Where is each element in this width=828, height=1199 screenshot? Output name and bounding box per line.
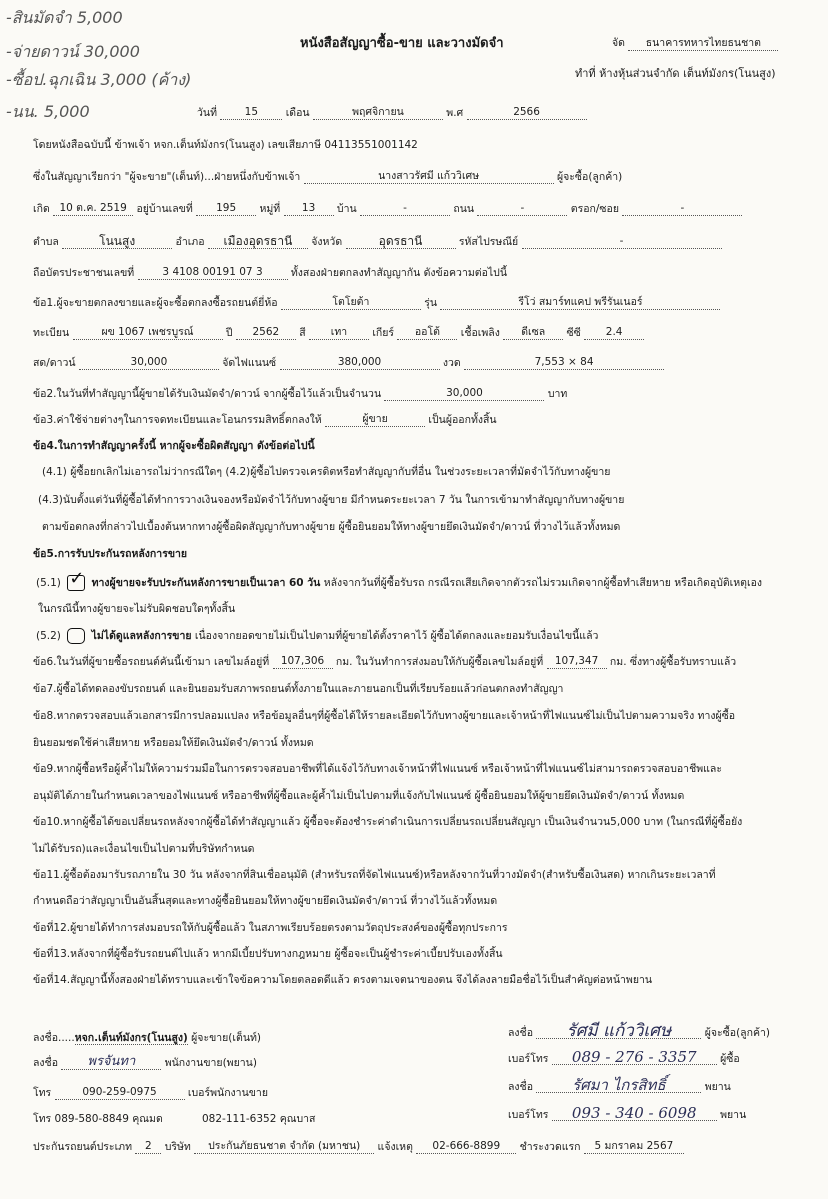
note-down-payment: -จ่ายดาวน์ 30,000 xyxy=(6,42,140,61)
seller-signature-line xyxy=(33,1031,261,1045)
buyer-tel-role: ผู้ซื้อ xyxy=(720,1053,740,1065)
intro-line-2 xyxy=(33,170,622,184)
option-5-2-num: (5.2) xyxy=(36,630,61,642)
insurance-label: ประกันรถยนต์ประเภท xyxy=(33,1141,133,1153)
contact-right: 082-111-6352 คุณบาส xyxy=(202,1113,316,1125)
staff-signature: พรจันทา xyxy=(61,1056,161,1070)
document-title: หนังสือสัญญาซื้อ-ขาย และวางมัดจำ xyxy=(300,36,504,51)
car-year-label: ปี xyxy=(225,327,233,339)
staff-role: พนักงานขาย(พยาน) xyxy=(164,1057,257,1069)
clause-5-1 xyxy=(36,568,763,591)
clause-1-line-3 xyxy=(33,356,664,370)
clause-3-text: ข้อ3.ค่าใช้จ่ายต่างๆในการจดทะเบียนและโอนกรรมสิทธิ์ตกลงให้ xyxy=(33,414,322,426)
born-value: 10 ต.ค. 2519 xyxy=(53,202,133,216)
postcode-label: รหัสไปรษณีย์ xyxy=(458,236,519,248)
seller-role: ผู้จะขาย(เต็นท์) xyxy=(191,1032,262,1044)
clause-5-heading: ข้อ5.การรับประกันรถหลังการขาย xyxy=(33,548,188,560)
day-label: วันที่ xyxy=(197,107,217,119)
witness-signature: รัศมา ไกรสิทธิ์ xyxy=(536,1078,701,1093)
car-year: 2562 xyxy=(236,326,296,340)
note-deposit: -สินมัดจำ 5,000 xyxy=(6,8,123,27)
car-model: รีโว่ สมาร์ทแคป พรีรันเนอร์ xyxy=(440,296,720,310)
first-payment-date: 5 มกราคม 2567 xyxy=(584,1140,684,1154)
reg-label: ทะเบียน xyxy=(33,327,70,339)
clause-13: ข้อที่13.หลังจากที่ผู้ซื้อรับรถยนต์ไปแล้ว หากมีเบี้ยปรับทางกฎหมาย ผู้ซื้อจะเป็นผู้ชำระค่าเบี้ยปรับเองทั้งสิ้น xyxy=(33,948,503,960)
staff-signature-line xyxy=(33,1056,257,1070)
buyer-id-line xyxy=(33,266,507,280)
clause-4-1: (4.1) ผู้ซื้อยกเลิกไม่เอารถไม่ว่ากรณีใดๆ (4.2)ผู้ซื้อไปตรวจเครดิตหรือทำสัญญากับที่อื่น ในช่วงระยะเวลาที่มัดจำไว้กับทางผู้ขาย xyxy=(42,466,611,478)
clause-3 xyxy=(33,413,497,427)
month-label: เดือน xyxy=(285,107,310,119)
clause-10-line-1: ข้อ10.หากผู้ซื้อได้ขอเปลี่ยนรถหลังจากผู้ซื้อได้ทำสัญญาแล้ว ผู้ซื้อจะต้องชำระค่าดำเนินการเปลี่ยนรถเปลี่ยนสัญญา เป็นเงินจำนวน5,000 บาท (ในกรณีที่ผู้ซื้อยัง xyxy=(33,816,743,828)
insurance-type: 2 xyxy=(135,1140,161,1154)
notify-label: แจ้งเหตุ xyxy=(377,1141,413,1153)
install-value: 7,553 × 84 xyxy=(464,356,664,370)
village-label: บ้าน xyxy=(336,203,357,215)
buyer-sign-prefix: ลงชื่อ xyxy=(508,1027,533,1039)
header-to xyxy=(612,34,778,51)
staff-sign-prefix: ลงชื่อ xyxy=(33,1057,58,1069)
clause-10-line-2: ไม่ได้รับรถ)และเงื่อนไขเป็นไปตามที่บริษัทกำหนด xyxy=(33,843,255,855)
buyer-tel-prefix: เบอร์โทร xyxy=(508,1053,549,1065)
option-5-1-num: (5.1) xyxy=(36,577,61,589)
village-value: - xyxy=(360,202,450,216)
witness-sign-prefix: ลงชื่อ xyxy=(508,1081,533,1093)
clause-12: ข้อที่12.ผู้ขายได้ทำการส่งมอบรถให้กับผู้ซื้อแล้ว ในสภาพเรียบร้อยตรงตามวัตถุประสงค์ของผู้ซื้อทุกประการ xyxy=(33,922,508,934)
witness-phone-line xyxy=(508,1106,746,1122)
staff-tel-prefix: โทร xyxy=(33,1087,52,1099)
witness-role: พยาน xyxy=(704,1081,731,1093)
buyer-address-line xyxy=(33,202,742,216)
first-payment-label: ชำระงวดแรก xyxy=(519,1141,581,1153)
finance-label: จัดไฟแนนซ์ xyxy=(222,357,277,369)
clause-9-line-2: อนุมัติได้ภายในกำหนดเวลาของไฟแนนซ์ หรืออาชีพที่ผู้ซื้อและผู้ค้ำไม่เป็นไปตามที่แจ้งกับไฟแนนซ์ ผู้ซื้อยินยอมให้ผู้ขายยึดเงินมัดจำ/ดาวน์ ทั้งหมด xyxy=(33,790,685,802)
province-label: จังหวัด xyxy=(311,236,343,248)
intro-text: ซึ่งในสัญญาเรียกว่า "ผู้จะขาย"(เต็นท์)...ฝ่ายหนึ่งกับข้าพเจ้า xyxy=(33,171,301,183)
moo-value: 13 xyxy=(284,202,334,216)
clause-4-heading: ข้อ4.ในการทำสัญญาครั้งนี้ หากผู้จะซื้อผิดสัญญา ดังข้อต่อไปนี้ xyxy=(33,440,315,452)
postcode-value: - xyxy=(522,235,722,249)
clause-6 xyxy=(33,655,736,669)
option-5-1-text: หลังจากวันที่ผู้ซื้อรับรถ กรณีรถเสียเกิดจากตัวรถไม่รวมเกิดจากผู้ซื้อทำเสียหาย หรือเกิดอุบัติเหตุเอง xyxy=(323,577,763,589)
option-5-1-title: ทางผู้ขายจะรับประกันหลังการขายเป็นเวลา 60 วัน xyxy=(91,577,321,589)
checkmark-icon: ✓ xyxy=(69,568,85,589)
clause-4-3-cont: ตามข้อตกลงที่กล่าวไปเบื้องต้นหากทางผู้ซื้อผิดสัญญากับทางผู้ขาย ผู้ซื้อยินยอมให้ทางผู้ขายยึดเงินมัดจำ/ดาวน์ ที่วางไว้แล้วทั้งหมด xyxy=(42,521,621,533)
clause-14: ข้อที่14.สัญญานี้ทั้งสองฝ่ายได้ทราบและเข้าใจข้อความโดยตลอดดีแล้ว ตรงตามเจตนาของตน จึงได้ลงลายมือชื่อไว้เป็นสำคัญต่อหน้าพยาน xyxy=(33,974,653,986)
staff-phone-line xyxy=(33,1086,268,1100)
insurance-company: ประกันภัยธนชาต จำกัด (มหาชน) xyxy=(194,1140,374,1154)
clause-5-1-cont: ในกรณีนี้ทางผู้ขายจะไม่รับผิดชอบใดๆทั้งสิ้น xyxy=(38,603,236,615)
house-label: อยู่บ้านเลขที่ xyxy=(136,203,193,215)
clause-4-3: (4.3)นับตั้งแต่วันที่ผู้ซื้อได้ทำการวางเงินจองหรือมัดจำไว้กับทางผู้ขาย มีกำหนดระยะเวลา 7 วัน ในการเข้ามาทำสัญญากับทางผู้ขาย xyxy=(38,494,625,506)
seller-sign-prefix: ลงชื่อ..... xyxy=(33,1032,75,1044)
buyer-phone-line xyxy=(508,1050,740,1066)
clause-1-text: ข้อ1.ผู้จะขายตกลงขายและผู้จะซื้อตกลงซื้อรถยนต์ยี่ห้อ xyxy=(33,297,278,309)
road-value: - xyxy=(477,202,567,216)
mileage-in: 107,306 xyxy=(273,655,333,669)
clause-11-line-2: กำหนดถือว่าสัญญาเป็นอันสิ้นสุดและทางผู้ซื้อยินยอมให้ทางผู้ขายยึดเงินมัดจำ/ดาวน์ ที่วางไว้แล้วทั้งหมด xyxy=(33,895,498,907)
car-registration: ผข 1067 เพชรบูรณ์ xyxy=(73,326,223,340)
fuel-label: เชื้อเพลิง xyxy=(460,327,500,339)
bank-name: ธนาคารทหารไทยธนชาต xyxy=(628,37,778,51)
clause-6-text-c: กม. ซึ่งทางผู้ซื้อรับทราบแล้ว xyxy=(609,656,737,668)
note-emergency-insurance: -ซื้อป.ฉุกเฉิน 3,000 (ค้าง) xyxy=(6,70,192,89)
model-label: รุ่น xyxy=(424,297,438,309)
amphoe-label: อำเภอ xyxy=(175,236,205,248)
clause-8-line-2: ยินยอมชดใช้ค่าเสียหาย หรือยอมให้ยึดเงินมัดจำ/ดาวน์ ทั้งหมด xyxy=(33,737,314,749)
year-label: พ.ศ xyxy=(446,107,464,119)
clause-1-line-1 xyxy=(33,296,720,310)
staff-phone: 090-259-0975 xyxy=(55,1086,185,1100)
road-label: ถนน xyxy=(453,203,475,215)
buyer-role: ผู้จะซื้อ(ลูกค้า) xyxy=(556,171,623,183)
car-color: เทา xyxy=(309,326,369,340)
clause-3-suffix: เป็นผู้ออกทั้งสิ้น xyxy=(428,414,497,426)
clause-2-text: ข้อ2.ในวันที่ทำสัญญานี้ผู้ขายได้รับเงินมัดจำ/ดาวน์ จากผู้ซื้อไว้แล้วเป็นจำนวน xyxy=(33,388,382,400)
buyer-name: นางสาวรัศมี แก้ววิเศษ xyxy=(304,170,554,184)
deposit-unit: บาท xyxy=(547,388,568,400)
id-value: 3 4108 00191 07 3 xyxy=(138,266,288,280)
down-value: 30,000 xyxy=(79,356,219,370)
buyer-signature: รัศมี แก้ววิเศษ xyxy=(536,1024,701,1039)
insurance-line xyxy=(33,1140,684,1154)
option-5-2-checkbox[interactable] xyxy=(67,628,85,644)
buyer-sign-role: ผู้จะซื้อ(ลูกค้า) xyxy=(704,1027,770,1039)
witness-tel-prefix: เบอร์โทร xyxy=(508,1109,549,1121)
clause-11-line-1: ข้อ11.ผู้ซื้อต้องมารับรถภายใน 30 วัน หลังจากที่สินเชื่ออนุมัติ (สำหรับรถที่จัดไฟแนนซ์)หรือหลังจากวันที่วางมัดจำ(สำหรับซื้อเงินสด) หากเกินระยะเวลาที่ xyxy=(33,869,716,881)
witness-tel-role: พยาน xyxy=(720,1109,747,1121)
buyer-phone: 089 - 276 - 3357 xyxy=(552,1050,717,1065)
year-value: 2566 xyxy=(467,106,587,120)
born-label: เกิด xyxy=(33,203,50,215)
color-label: สี xyxy=(299,327,306,339)
clause-7: ข้อ7.ผู้ซื้อได้ทดลองขับรถยนต์ และยินยอมรับสภาพรถยนต์ทั้งภายในและภายนอกเป็นที่เรียบร้อยแล้วก่อนตกลงทำสัญญา xyxy=(33,683,564,695)
finance-value: 380,000 xyxy=(280,356,440,370)
clause-8-line-1: ข้อ8.หากตรวจสอบแล้วเอกสารมีการปลอมแปลง หรือข้อมูลอื่นๆที่ผู้ซื้อได้ให้รายละเอียดไว้กับทางผู้ขายและเจ้าหน้าที่ไฟแนนซ์ไม่เป็นไปตามความจริง ทางผู้ซื้อ xyxy=(33,710,736,722)
insurance-company-label: บริษัท xyxy=(164,1141,191,1153)
install-label: งวด xyxy=(442,357,461,369)
gear-label: เกียร์ xyxy=(372,327,395,339)
month-value: พฤศจิกายน xyxy=(313,106,443,120)
to-label: จัด xyxy=(612,37,625,49)
clause-2 xyxy=(33,387,567,401)
clause-5-2 xyxy=(36,628,598,644)
province-value: อุดรธานี xyxy=(346,235,456,249)
mileage-out: 107,347 xyxy=(547,655,607,669)
clause-1-line-2 xyxy=(33,326,644,340)
soi-value: - xyxy=(622,202,742,216)
down-label: สด/ดาวน์ xyxy=(33,357,76,369)
clause-9-line-1: ข้อ9.หากผู้ซื้อหรือผู้ค้ำไม่ให้ความร่วมมือในการตรวจสอบอาชีพที่ได้แจ้งไว้กับทางเจ้าหน้าที่ไฟแนนซ์ หรือเจ้าหน้าที่ไฟแนนซ์ไม่สามารถตรวจสอบอาชีพและ xyxy=(33,763,722,775)
seller-name: หจก.เต็นท์มังกร(โนนสูง) xyxy=(74,1032,188,1044)
notify-phone: 02-666-8899 xyxy=(416,1140,516,1154)
deposit-amount: 30,000 xyxy=(384,387,544,401)
house-value: 195 xyxy=(196,202,256,216)
amphoe-value: เมืองอุดรธานี xyxy=(208,235,308,249)
witness-signature-line xyxy=(508,1078,731,1094)
buyer-signature-line xyxy=(508,1021,770,1041)
option-5-2-text: เนื่องจากยอดขายไม่เป็นไปตามที่ผู้ขายได้ตั้งราคาไว้ ผู้ซื้อได้ตกลงและยอมรับเงื่อนไขนี้แล้ว xyxy=(194,630,599,642)
staff-tel-role: เบอร์พนักงานขาย xyxy=(187,1087,268,1099)
clause-6-text-a: ข้อ6.ในวันที่ผู้ขายซื้อรถยนต์คันนี้เข้ามา เลขไมล์อยู่ที่ xyxy=(33,656,270,668)
witness-phone: 093 - 340 - 6098 xyxy=(552,1106,717,1121)
intro-line-1: โดยหนังสือฉบับนี้ ข้าพเจ้า หจก.เต็นท์มังกร(โนนสูง) เลขเสียภาษี 04113551001142 xyxy=(33,139,418,151)
day-value: 15 xyxy=(220,106,282,120)
cc-label: ซีซี xyxy=(566,327,581,339)
id-label: ถือบัตรประชาชนเลขที่ xyxy=(33,267,135,279)
date-line xyxy=(197,106,587,120)
moo-label: หมู่ที่ xyxy=(259,203,281,215)
car-cc: 2.4 xyxy=(584,326,644,340)
car-brand: โตโยต้า xyxy=(281,296,421,310)
soi-label: ตรอก/ซอย xyxy=(570,203,620,215)
tambon-value: โนนสูง xyxy=(62,235,172,249)
transfer-payer: ผู้ขาย xyxy=(325,413,425,427)
contact-left: โทร 089-580-8849 คุณมด xyxy=(33,1113,163,1125)
car-gear: ออโต้ xyxy=(397,326,457,340)
place-line: ทำที่ ห้างหุ้นส่วนจำกัด เต็นท์มังกร(โนนสูง) xyxy=(575,67,776,80)
car-fuel: ดีเซล xyxy=(503,326,563,340)
buyer-district-line xyxy=(33,235,722,249)
option-5-2-title: ไม่ได้ดูแลหลังการขาย xyxy=(91,630,192,642)
note-fee: -นน. 5,000 xyxy=(6,102,90,121)
option-5-1-checkbox[interactable] xyxy=(67,568,85,591)
tambon-label: ตำบล xyxy=(33,236,59,248)
clause-6-text-b: กม. ในวันทำการส่งมอบให้กับผู้ซื้อเลขไมล์อยู่ที่ xyxy=(335,656,544,668)
id-suffix: ทั้งสองฝ่ายตกลงทำสัญญากัน ดังข้อความต่อไปนี้ xyxy=(290,267,508,279)
